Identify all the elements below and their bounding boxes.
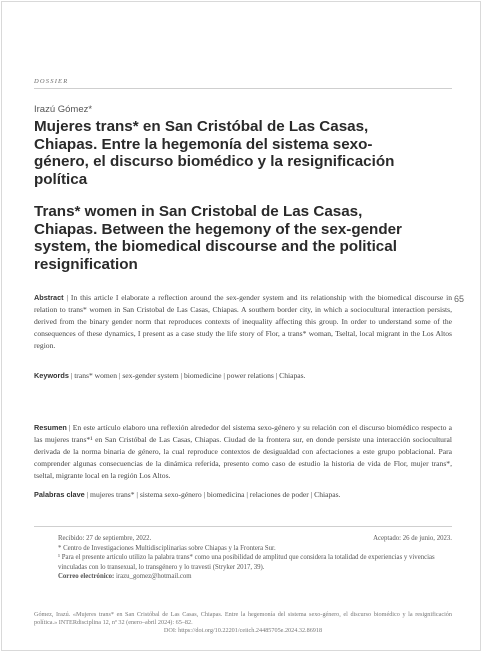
citation-text: Gómez, Irazú. «Mujeres trans* en San Cristóbal de Las Casas, Chiapas. Entre la hegemonía del sistema sexo-género, el discurso biomédico y la resignificación política.» INTERdisciplina 12, nº 32 (enero–abril 2024): 65–82. xyxy=(34,611,452,627)
dates-row xyxy=(58,534,452,544)
section-label: DOSSIER xyxy=(34,78,69,85)
page-number: 65 xyxy=(453,294,464,304)
palabras-clave-text: | mujeres trans* | sistema sexo-género | biomedicina | relaciones de poder | Chiapas. xyxy=(84,490,341,499)
footnotes xyxy=(58,534,452,582)
author-name: Irazú Gómez* xyxy=(34,104,93,115)
doi-link[interactable]: DOI: https://doi.org/10.22201/ceiich.24485705e.2024.32.86918 xyxy=(163,627,323,635)
accepted-date: Aceptado: 26 de junio, 2023. xyxy=(373,535,452,542)
email-address[interactable]: irazu_gomez@hotmail.com xyxy=(116,573,192,581)
resumen-paragraph xyxy=(34,422,452,482)
abstract-paragraph xyxy=(34,292,452,352)
keywords-label: Keywords xyxy=(34,371,69,380)
palabras-clave-label: Palabras clave xyxy=(34,490,85,499)
footnote-divider xyxy=(34,526,452,527)
keywords-paragraph xyxy=(34,370,452,382)
header-divider xyxy=(34,88,452,89)
keywords-text: | trans* women | sex-gender system | biomedicine | power relations | Chiapas. xyxy=(68,371,306,380)
resumen-text: | En este artículo elaboro una reflexión alrededor del sistema sexo-género y su relación con el discurso biomédico respecto a las mujeres trans*¹ en San Cristóbal de Las Casas, Chiapas. Ciudad de la frontera sur, en donde persiste una interacción sociocultural derivada de la norma binaria de género, la cual reproduce contextos de desigualdad con afectaciones a este grupo poblacional. Para comprender algunas consecuencias de la dinámica referida, presento como caso de estudio la historia de vida de Flor, mujer trans*, tseltal, migrante local en la región Los Altos. xyxy=(34,423,452,481)
received-date: Recibido: 27 de septiembre, 2022. xyxy=(58,535,152,542)
affiliation-note: * Centro de Investigaciones Multidisciplinarias sobre Chiapas y la Frontera Sur. xyxy=(58,544,276,552)
article-page xyxy=(1,1,481,651)
title-spanish: Mujeres trans* en San Cristóbal de Las Casas, Chiapas. Entre la hegemonía del sistema sexo-género, el discurso biomédico y la resignificación política xyxy=(34,118,395,188)
abstract-label: Abstract xyxy=(34,293,64,302)
abstract-text: | In this article I elaborate a reflection around the sex-gender system and its relationship with the biomedical discourse in relation to trans* women in San Cristobal de Las Casas, Chiapas. A southern border city, in which a sociocultural interaction persists, derived from the binary gender norm that reproduces contexts of inequality affecting this group. In order to understand some of the consequences of these dynamics, I present as a case study the life story of Flor, a trans* woman, Tseltal, local migrant in the Los Altos region. xyxy=(34,293,452,351)
email-label: Correo electrónico: xyxy=(58,573,115,581)
palabras-clave-paragraph xyxy=(34,489,452,501)
title-english: Trans* women in San Cristobal de Las Casas, Chiapas. Between the hegemony of the sex-gender system, the biomedical discourse and the political resignification xyxy=(34,203,402,273)
trans-footnote: ¹ Para el presente artículo utilizo la palabra trans* como una posibilidad de amplitud que considera la totalidad de experiencias y vivencias vinculadas con lo transexual, lo transgénero y lo travesti (Stryker 2017, 39). xyxy=(58,554,435,571)
email-line xyxy=(58,572,452,582)
resumen-label: Resumen xyxy=(34,423,67,432)
citation-block xyxy=(34,611,452,636)
